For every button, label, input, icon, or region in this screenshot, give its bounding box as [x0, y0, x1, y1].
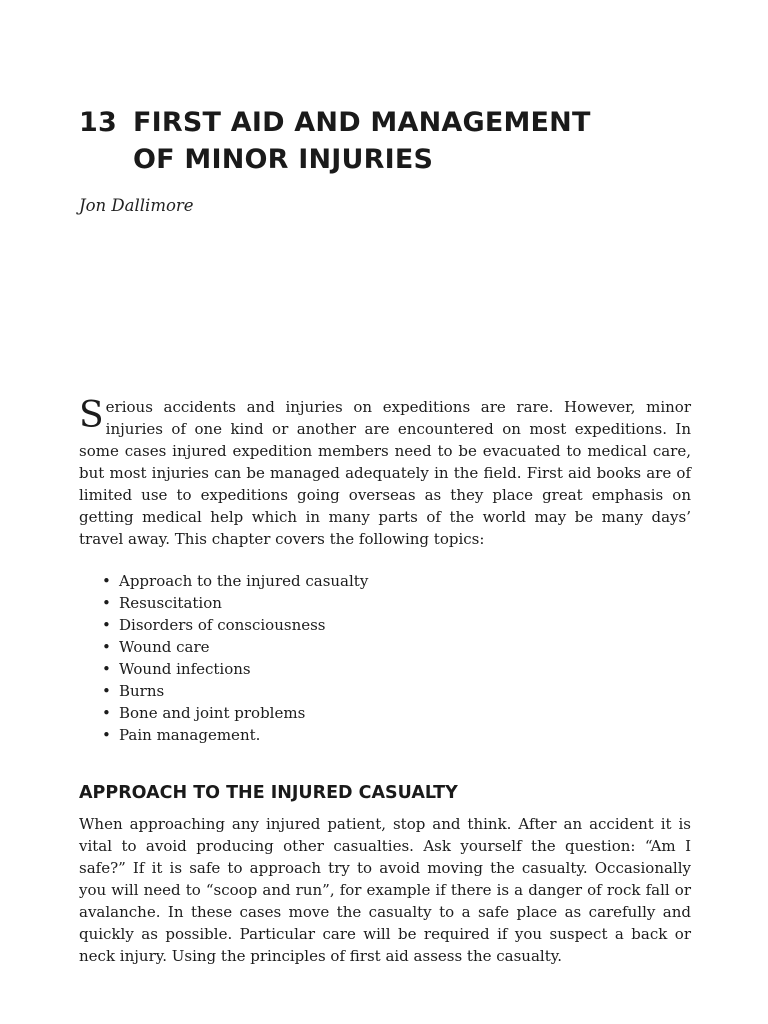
chapter-title-line-1: FIRST AID AND MANAGEMENT: [133, 107, 591, 138]
bullet-icon: •: [102, 704, 111, 722]
list-item: [102, 680, 662, 702]
topic-text: Wound care: [119, 638, 210, 656]
topic-text: Bone and joint problems: [119, 704, 306, 722]
topic-text: Burns: [119, 682, 165, 700]
bullet-icon: •: [102, 572, 111, 590]
chapter-title: [133, 104, 591, 178]
intro-text: erious accidents and injuries on expeditions are rare. However, minor injuries of one kind or another are encountered on most expeditions. In some cases injured expedition members need to be evacuated to medical care, but most injuries can be managed adequately in the field. First aid books are of limited use to expeditions going overseas as they place great emphasis on getting medical help which in many parts of the world may be many days’ travel away. This chapter covers the following topics:: [79, 398, 691, 548]
author-name: Jon Dallimore: [79, 196, 194, 215]
bullet-icon: •: [102, 638, 111, 656]
chapter-title-line-2: OF MINOR INJURIES: [133, 144, 434, 175]
bullet-icon: •: [102, 594, 111, 612]
topic-text: Resuscitation: [119, 594, 222, 612]
bullet-icon: •: [102, 726, 111, 744]
list-item: [102, 592, 662, 614]
topic-text: Disorders of consciousness: [119, 616, 326, 634]
bullet-icon: •: [102, 682, 111, 700]
list-item: [102, 702, 662, 724]
topics-list: [102, 570, 662, 746]
bullet-icon: •: [102, 616, 111, 634]
list-item: [102, 658, 662, 680]
topic-text: Approach to the injured casualty: [119, 572, 369, 590]
list-item: [102, 724, 662, 746]
topic-text: Wound infections: [119, 660, 251, 678]
list-item: [102, 636, 662, 658]
chapter-heading: [79, 104, 699, 178]
topic-text: Pain management.: [119, 726, 261, 744]
chapter-number: 13: [79, 107, 117, 138]
section-paragraph: When approaching any injured patient, stop and think. After an accident it is vital to avoid producing other casualties. Ask yourself the question: “Am I safe?” If it is safe to approach try to avoid moving the casualty. Occasionally you will need to “scoop and run”, for example if there is a danger of rock fall or avalanche. In these cases move the casualty to a safe place as carefully and quickly as possible. Particular care will be required if you suspect a back or neck injury. Using the principles of first aid assess the casualty.: [79, 815, 691, 965]
bullet-icon: •: [102, 660, 111, 678]
section-heading: APPROACH TO THE INJURED CASUALTY: [79, 783, 458, 803]
list-item: [102, 570, 662, 592]
drop-cap: S: [79, 395, 104, 436]
intro-paragraph: [79, 396, 691, 550]
list-item: [102, 614, 662, 636]
